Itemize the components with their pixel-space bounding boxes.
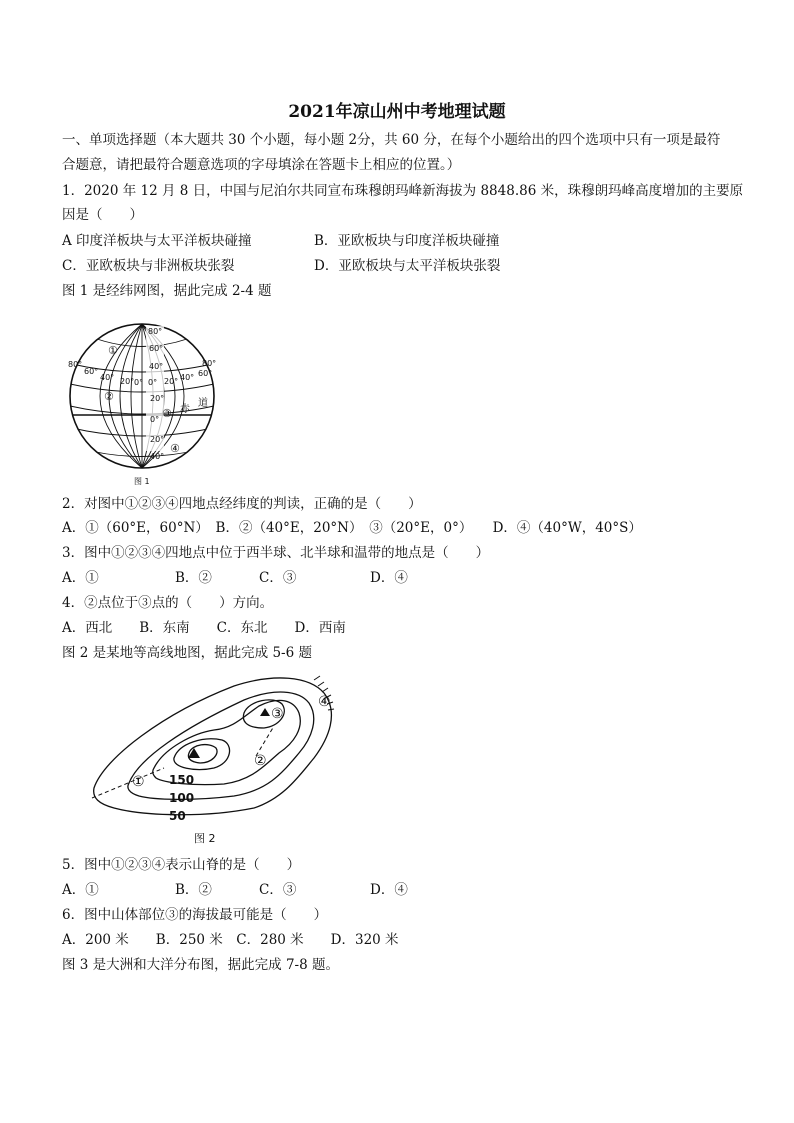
question-5-option-b: B．②	[175, 882, 212, 898]
question-5-option-a: A．①	[62, 882, 99, 898]
contour-label-150: 150	[169, 773, 195, 787]
question-3-stem: 3．图中①②③④四地点中位于西半球、北半球和温带的地点是（ ）	[62, 545, 490, 561]
globe-point-4: ④	[170, 442, 180, 455]
contour-label-100: 100	[169, 791, 195, 805]
globe-point-2: ②	[104, 390, 114, 403]
lon-label-0b: 0°	[148, 378, 158, 387]
lat-label-20n: 20°	[150, 394, 165, 403]
question-3-option-b: B．②	[175, 570, 212, 586]
question-3-option-a: A．①	[62, 570, 99, 586]
question-1-option-a: A 印度洋板块与太平洋板块碰撞	[62, 233, 252, 249]
lon-label-60w: 60°	[84, 367, 99, 376]
question-3-option-d: D．④	[370, 570, 408, 586]
lat-label-80: 80°	[148, 327, 163, 336]
equator-label-chi: 赤	[180, 404, 190, 415]
contour-point-3: ③	[271, 706, 284, 722]
contour-point-1: ①	[132, 774, 145, 790]
figure-2-intro: 图 2 是某地等高线地图，据此完成 5-6 题	[62, 645, 312, 661]
question-1-stem-line2: 因是（ ）	[62, 207, 143, 223]
figure-1-intro: 图 1 是经纬网图，据此完成 2-4 题	[62, 283, 272, 299]
figure-1-globe	[62, 314, 222, 489]
contour-point-2: ②	[254, 753, 267, 769]
question-1-option-b: B．亚欧板块与印度洋板块碰撞	[314, 233, 500, 249]
lat-label-20s: 20°	[150, 435, 165, 444]
section-instructions-line1: 一、单项选择题（本大题共 30 个小题，每小题 2分，共 60 分，在每个小题给出的四个选项中只有一项是最符	[62, 132, 721, 148]
question-4-options: A．西北 B．东南 C．东北 D．西南	[62, 620, 346, 636]
question-3-option-c: C．③	[259, 570, 297, 586]
question-6-stem: 6．图中山体部位③的海拔最可能是（ ）	[62, 907, 328, 923]
question-6-options: A．200 米 B．250 米 C．280 米 D．320 米	[62, 932, 399, 948]
lon-label-20w: 20°	[120, 377, 135, 386]
equator-label-dao: 道	[198, 398, 208, 409]
lat-label-60: 60°	[149, 344, 164, 353]
lon-label-40w: 40°	[100, 373, 115, 382]
lon-label-80w: 80°	[68, 360, 83, 369]
globe-point-3: ③	[162, 407, 172, 420]
figure-1-caption: 图 1	[134, 477, 150, 486]
contour-point-4: ④	[318, 694, 331, 710]
question-2-options: A．①（60°E，60°N） B．②（40°E，20°N） ③（20°E，0°） D．④（40°W，40°S）	[62, 520, 642, 536]
lat-label-0: 0°	[150, 415, 160, 424]
question-2-stem: 2．对图中①②③④四地点经纬度的判读，正确的是（ ）	[62, 496, 422, 512]
figure-2-contour-map	[84, 668, 354, 848]
figure-2-caption: 图 2	[194, 832, 216, 845]
question-5-option-d: D．④	[370, 882, 408, 898]
lon-label-80e: 80°	[202, 359, 217, 368]
lat-label-40s: 40°	[150, 452, 165, 461]
page-title: 2021年凉山州中考地理试题	[288, 102, 506, 122]
lon-label-60e: 60°	[198, 369, 213, 378]
lat-label-40n: 40°	[149, 362, 164, 371]
lon-label-40e: 40°	[180, 373, 195, 382]
lon-label-0a: 0°	[134, 378, 144, 387]
question-5-stem: 5．图中①②③④表示山脊的是（ ）	[62, 857, 301, 873]
globe-point-1: ①	[108, 344, 118, 357]
figure-3-intro: 图 3 是大洲和大洋分布图，据此完成 7-8 题。	[62, 957, 339, 973]
question-1-option-d: D．亚欧板块与太平洋板块张裂	[314, 258, 501, 274]
lon-label-20e: 20°	[164, 377, 179, 386]
contour-label-50: 50	[169, 809, 186, 823]
question-4-stem: 4．②点位于③点的（ ）方向。	[62, 595, 274, 611]
question-1-option-c: C．亚欧板块与非洲板块张裂	[62, 258, 235, 274]
question-1-stem-line1: 1．2020 年 12 月 8 日，中国与尼泊尔共同宣布珠穆朗玛峰新海拔为 8848.86 米，珠穆朗玛峰高度增加的主要原	[62, 183, 744, 199]
section-instructions-line2: 合题意，请把最符合题意选项的字母填涂在答题卡上相应的位置。）	[62, 157, 461, 173]
question-5-option-c: C．③	[259, 882, 297, 898]
